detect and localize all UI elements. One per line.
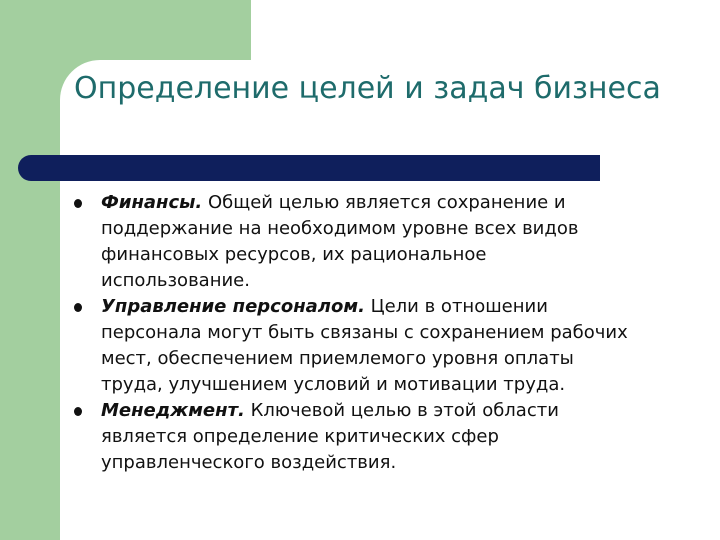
bullet-list — [73, 190, 633, 476]
bullet-text: Цели в отношении персонала могут быть связаны с сохранением рабочих мест, обеспечением приемлемого уровня оплаты труда, улучшением условий и мотивации труда. — [101, 296, 628, 395]
slide-title: Определение целей и задач бизнеса — [74, 71, 661, 106]
bullet-heading: Финансы. — [101, 192, 203, 213]
bullet-text: Общей целью является сохранение и поддержание на необходимом уровне всех видов финансовых ресурсов, их рациональное использование. — [101, 192, 579, 291]
title-divider-bar — [18, 155, 600, 181]
bullet-heading: Менеджмент. — [101, 400, 245, 421]
bullet-heading: Управление персоналом. — [101, 296, 365, 317]
bullet-dot-icon — [74, 303, 82, 312]
bullet-item-finance — [73, 190, 633, 294]
bullet-item-management — [73, 398, 633, 476]
bullet-dot-icon — [74, 407, 82, 416]
bullet-dot-icon — [74, 199, 82, 208]
bullet-text: Ключевой целью в этой области является определение критических сфер управленческого воздействия. — [101, 400, 559, 473]
bullet-item-personnel — [73, 294, 633, 398]
